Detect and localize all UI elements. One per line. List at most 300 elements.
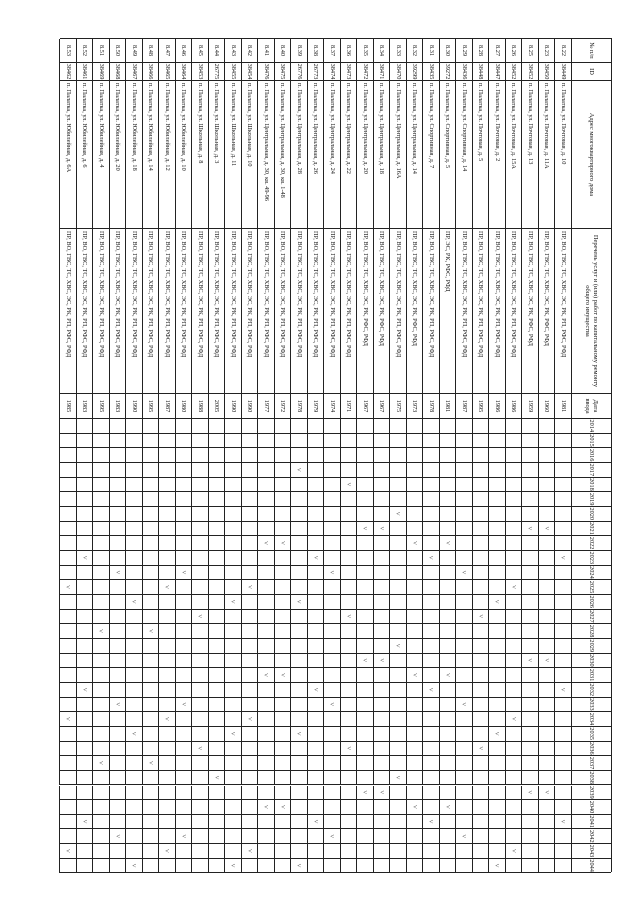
year-cell bbox=[225, 478, 242, 493]
row-number: 8.34 bbox=[373, 39, 390, 63]
year-cell bbox=[258, 610, 275, 625]
year-cell bbox=[439, 859, 456, 874]
year-cell bbox=[192, 492, 209, 507]
year-cell bbox=[307, 434, 324, 449]
year-cell bbox=[241, 610, 258, 625]
row-date: 1981 bbox=[439, 394, 456, 419]
year-cell bbox=[324, 536, 341, 551]
year-cell bbox=[142, 786, 159, 801]
year-cell bbox=[357, 756, 374, 771]
year-mark: ˅ bbox=[291, 595, 308, 610]
year-cell bbox=[522, 727, 539, 742]
row-services: ПР, ВО, ГВС, ТС, ХВС, ЭС, РК, РФС, РФД bbox=[522, 229, 539, 394]
year-cell bbox=[175, 639, 192, 654]
year-cell bbox=[60, 434, 77, 449]
year-cell bbox=[192, 580, 209, 595]
year-cell bbox=[307, 668, 324, 683]
year-cell bbox=[307, 654, 324, 669]
year-cell bbox=[522, 829, 539, 844]
header-year-2014: 2014 bbox=[571, 419, 611, 434]
year-cell bbox=[538, 492, 555, 507]
year-cell bbox=[538, 478, 555, 493]
year-cell bbox=[340, 844, 357, 859]
year-cell bbox=[489, 668, 506, 683]
year-mark: ˅ bbox=[159, 712, 176, 727]
year-cell bbox=[423, 844, 440, 859]
row-id: 38473 bbox=[340, 63, 357, 81]
year-cell bbox=[390, 756, 407, 771]
row-date: 1990 bbox=[241, 394, 258, 419]
year-mark: ˅ bbox=[406, 668, 423, 683]
row-id: 38450 bbox=[538, 63, 555, 81]
year-cell bbox=[324, 463, 341, 478]
year-cell bbox=[307, 756, 324, 771]
year-cell bbox=[357, 829, 374, 844]
year-cell bbox=[93, 815, 110, 830]
year-cell bbox=[274, 595, 291, 610]
year-cell bbox=[522, 448, 539, 463]
row-date: 1977 bbox=[258, 394, 275, 419]
year-cell bbox=[406, 624, 423, 639]
year-cell bbox=[291, 419, 308, 434]
year-cell bbox=[324, 654, 341, 669]
year-cell bbox=[307, 786, 324, 801]
year-cell bbox=[456, 800, 473, 815]
row-services: ПР, ВО, ГВС, ТС, ХВС, ЭС, РК, РП, РФС, РФД bbox=[324, 229, 341, 394]
year-mark: ˅ bbox=[373, 654, 390, 669]
year-cell bbox=[522, 551, 539, 566]
year-cell bbox=[192, 624, 209, 639]
year-cell bbox=[307, 859, 324, 874]
year-mark: ˅ bbox=[489, 859, 506, 874]
year-cell bbox=[208, 624, 225, 639]
year-cell bbox=[175, 654, 192, 669]
row-address: п. Палатка, ул. Юбилейная, д. 4 bbox=[93, 81, 110, 229]
row-number: 8.38 bbox=[307, 39, 324, 63]
year-cell bbox=[555, 492, 572, 507]
year-cell bbox=[76, 492, 93, 507]
year-cell bbox=[439, 639, 456, 654]
row-date: 1973 bbox=[406, 394, 423, 419]
year-cell bbox=[93, 683, 110, 698]
year-cell bbox=[522, 756, 539, 771]
year-cell bbox=[208, 683, 225, 698]
year-cell bbox=[439, 507, 456, 522]
year-cell bbox=[390, 492, 407, 507]
year-cell bbox=[258, 434, 275, 449]
year-cell bbox=[423, 507, 440, 522]
year-cell bbox=[159, 756, 176, 771]
year-cell bbox=[489, 448, 506, 463]
year-cell bbox=[192, 654, 209, 669]
year-cell bbox=[472, 698, 489, 713]
year-cell bbox=[373, 507, 390, 522]
row-services: ПР, ВО, ГВС, ТС, ХВС, ЭС, РК, РП, РФС, РФД bbox=[109, 229, 126, 394]
year-cell bbox=[390, 624, 407, 639]
year-cell bbox=[208, 654, 225, 669]
header-year-2041: 2041 bbox=[571, 815, 611, 830]
year-cell bbox=[472, 756, 489, 771]
year-cell bbox=[159, 419, 176, 434]
year-cell bbox=[76, 771, 93, 786]
year-cell bbox=[291, 844, 308, 859]
year-cell bbox=[274, 859, 291, 874]
year-cell bbox=[109, 668, 126, 683]
year-cell bbox=[373, 829, 390, 844]
year-cell bbox=[274, 580, 291, 595]
year-cell bbox=[456, 639, 473, 654]
year-cell bbox=[324, 859, 341, 874]
year-cell bbox=[456, 419, 473, 434]
year-cell bbox=[142, 434, 159, 449]
year-cell bbox=[522, 698, 539, 713]
year-mark: ˅ bbox=[406, 536, 423, 551]
year-cell bbox=[225, 507, 242, 522]
year-cell bbox=[472, 566, 489, 581]
year-mark: ˅ bbox=[555, 551, 572, 566]
year-cell bbox=[406, 771, 423, 786]
year-cell bbox=[274, 639, 291, 654]
year-cell bbox=[76, 419, 93, 434]
year-cell bbox=[423, 492, 440, 507]
year-cell bbox=[93, 800, 110, 815]
year-cell bbox=[538, 859, 555, 874]
year-mark: ˅ bbox=[324, 698, 341, 713]
year-cell bbox=[93, 786, 110, 801]
year-mark: ˅ bbox=[373, 786, 390, 801]
header-id: ID bbox=[571, 63, 611, 81]
year-cell bbox=[175, 727, 192, 742]
row-number: 8.26 bbox=[505, 39, 522, 63]
year-cell bbox=[538, 639, 555, 654]
year-cell bbox=[439, 551, 456, 566]
year-cell bbox=[241, 551, 258, 566]
year-cell bbox=[258, 463, 275, 478]
year-cell bbox=[340, 727, 357, 742]
year-cell bbox=[439, 492, 456, 507]
year-mark: ˅ bbox=[109, 698, 126, 713]
row-services: ПР, ВО, ГВС, ТС, ХВС, ЭС, РК, РП, РФС, РФД bbox=[307, 229, 324, 394]
year-cell bbox=[373, 698, 390, 713]
year-cell bbox=[538, 844, 555, 859]
year-cell bbox=[522, 536, 539, 551]
row-address: п. Палатка, ул. Почтовая, д. 13 bbox=[522, 81, 539, 229]
year-cell bbox=[126, 419, 143, 434]
year-cell bbox=[406, 492, 423, 507]
year-cell bbox=[142, 668, 159, 683]
year-mark: ˅ bbox=[340, 742, 357, 757]
year-mark: ˅ bbox=[340, 478, 357, 493]
year-cell bbox=[324, 551, 341, 566]
year-cell bbox=[522, 668, 539, 683]
year-cell bbox=[307, 522, 324, 537]
year-cell bbox=[357, 844, 374, 859]
year-cell bbox=[192, 668, 209, 683]
year-cell bbox=[423, 580, 440, 595]
row-services: ПР, ВО, ГВС, ТС, ХВС, ЭС, РК, РП, РФС, РФД bbox=[291, 229, 308, 394]
row-date: 1980 bbox=[175, 394, 192, 419]
row-services: ПР, ВО, ГВС, ТС, ХВС, ЭС, РК, РП, РФС, РФД bbox=[76, 229, 93, 394]
year-cell bbox=[340, 815, 357, 830]
year-mark: ˅ bbox=[258, 536, 275, 551]
row-number: 8.29 bbox=[456, 39, 473, 63]
year-mark: ˅ bbox=[439, 668, 456, 683]
row-address: п. Палатка, ул. Юбилейная, д. 6 bbox=[76, 81, 93, 229]
year-cell bbox=[93, 859, 110, 874]
year-cell bbox=[307, 712, 324, 727]
year-cell bbox=[357, 580, 374, 595]
year-cell bbox=[208, 478, 225, 493]
year-cell bbox=[307, 536, 324, 551]
year-cell bbox=[406, 742, 423, 757]
year-cell bbox=[142, 551, 159, 566]
year-cell bbox=[472, 639, 489, 654]
year-cell bbox=[489, 742, 506, 757]
row-number: 8.35 bbox=[357, 39, 374, 63]
year-cell bbox=[555, 712, 572, 727]
year-cell bbox=[472, 829, 489, 844]
year-cell bbox=[60, 727, 77, 742]
year-cell bbox=[159, 448, 176, 463]
row-date: 1995 bbox=[142, 394, 159, 419]
year-cell bbox=[93, 742, 110, 757]
row-id: 38468 bbox=[109, 63, 126, 81]
year-cell bbox=[555, 756, 572, 771]
year-cell bbox=[522, 683, 539, 698]
row-address: п. Палатка, ул. Юбилейная, д. 20 bbox=[109, 81, 126, 229]
year-cell bbox=[225, 566, 242, 581]
year-cell bbox=[93, 463, 110, 478]
row-date: 1985 bbox=[60, 394, 77, 419]
year-cell bbox=[192, 844, 209, 859]
row-id: 38474 bbox=[324, 63, 341, 81]
year-cell bbox=[472, 507, 489, 522]
row-address: п. Палатка, ул. Центральная, д. 18 bbox=[373, 81, 390, 229]
year-cell bbox=[274, 434, 291, 449]
year-cell bbox=[76, 800, 93, 815]
year-cell bbox=[456, 668, 473, 683]
year-cell bbox=[456, 683, 473, 698]
year-cell bbox=[538, 595, 555, 610]
year-cell bbox=[225, 492, 242, 507]
year-cell bbox=[406, 448, 423, 463]
row-number: 8.50 bbox=[109, 39, 126, 63]
year-cell bbox=[340, 712, 357, 727]
year-cell bbox=[241, 507, 258, 522]
year-cell bbox=[142, 448, 159, 463]
year-cell bbox=[225, 522, 242, 537]
year-cell bbox=[76, 536, 93, 551]
year-cell bbox=[126, 507, 143, 522]
year-cell bbox=[291, 712, 308, 727]
row-id: 38464 bbox=[175, 63, 192, 81]
year-cell bbox=[555, 639, 572, 654]
year-cell bbox=[373, 683, 390, 698]
year-cell bbox=[291, 610, 308, 625]
year-mark: ˅ bbox=[142, 756, 159, 771]
year-cell bbox=[76, 507, 93, 522]
year-mark: ˅ bbox=[76, 551, 93, 566]
year-cell bbox=[522, 639, 539, 654]
year-cell bbox=[373, 624, 390, 639]
year-cell bbox=[291, 756, 308, 771]
year-cell bbox=[340, 595, 357, 610]
year-cell bbox=[126, 815, 143, 830]
year-cell bbox=[126, 448, 143, 463]
year-cell bbox=[373, 771, 390, 786]
year-cell bbox=[60, 507, 77, 522]
year-cell bbox=[357, 551, 374, 566]
year-cell bbox=[76, 522, 93, 537]
year-cell bbox=[505, 434, 522, 449]
year-cell bbox=[109, 492, 126, 507]
year-cell bbox=[159, 610, 176, 625]
year-cell bbox=[126, 829, 143, 844]
year-cell bbox=[390, 727, 407, 742]
year-cell bbox=[439, 624, 456, 639]
year-cell bbox=[373, 610, 390, 625]
year-cell bbox=[357, 492, 374, 507]
year-cell bbox=[291, 668, 308, 683]
year-cell bbox=[142, 829, 159, 844]
year-cell bbox=[456, 859, 473, 874]
row-services: ПР, ВО, ГВС, ТС, ХВС, ЭС, РК, РП, РФС, РФД bbox=[93, 229, 110, 394]
year-cell bbox=[324, 507, 341, 522]
year-cell bbox=[472, 595, 489, 610]
row-address: п. Палатка, ул. Почтовая, д. 2 bbox=[489, 81, 506, 229]
year-cell bbox=[76, 712, 93, 727]
year-cell bbox=[340, 507, 357, 522]
year-cell bbox=[324, 419, 341, 434]
year-cell bbox=[373, 595, 390, 610]
year-cell bbox=[208, 756, 225, 771]
year-cell bbox=[60, 786, 77, 801]
year-cell bbox=[307, 639, 324, 654]
year-cell bbox=[109, 610, 126, 625]
year-cell bbox=[76, 624, 93, 639]
year-cell bbox=[357, 624, 374, 639]
year-cell bbox=[307, 507, 324, 522]
year-cell bbox=[489, 507, 506, 522]
row-date: 1959 bbox=[522, 394, 539, 419]
year-cell bbox=[175, 786, 192, 801]
year-cell bbox=[439, 771, 456, 786]
year-cell bbox=[126, 566, 143, 581]
year-cell bbox=[307, 800, 324, 815]
year-mark: ˅ bbox=[324, 829, 341, 844]
row-address: п. Палатка, ул. Спортивная, д. 14 bbox=[456, 81, 473, 229]
year-cell bbox=[555, 727, 572, 742]
year-cell bbox=[208, 829, 225, 844]
year-mark: ˅ bbox=[60, 712, 77, 727]
year-cell bbox=[324, 815, 341, 830]
year-cell bbox=[291, 786, 308, 801]
year-cell bbox=[538, 448, 555, 463]
row-services: ПР, ЭС, РК, РФС, РФД bbox=[439, 229, 456, 394]
year-cell bbox=[258, 507, 275, 522]
year-cell bbox=[142, 742, 159, 757]
row-number: 8.22 bbox=[555, 39, 572, 63]
year-cell bbox=[423, 434, 440, 449]
year-cell bbox=[274, 448, 291, 463]
year-cell bbox=[142, 463, 159, 478]
year-cell bbox=[192, 595, 209, 610]
year-cell bbox=[258, 580, 275, 595]
year-cell bbox=[241, 419, 258, 434]
year-cell bbox=[489, 654, 506, 669]
year-cell bbox=[340, 492, 357, 507]
year-cell bbox=[555, 419, 572, 434]
year-cell bbox=[505, 595, 522, 610]
year-mark: ˅ bbox=[472, 742, 489, 757]
year-mark: ˅ bbox=[241, 580, 258, 595]
year-cell bbox=[208, 639, 225, 654]
row-address: п. Палатка, ул. Юбилейная, д. 18 bbox=[126, 81, 143, 229]
year-cell bbox=[142, 727, 159, 742]
year-cell bbox=[522, 800, 539, 815]
year-cell bbox=[142, 698, 159, 713]
year-cell bbox=[357, 698, 374, 713]
year-cell bbox=[555, 463, 572, 478]
year-cell bbox=[324, 492, 341, 507]
year-cell bbox=[489, 698, 506, 713]
year-cell bbox=[93, 536, 110, 551]
year-cell bbox=[505, 756, 522, 771]
year-cell bbox=[225, 580, 242, 595]
year-mark: ˅ bbox=[93, 756, 110, 771]
year-cell bbox=[357, 683, 374, 698]
row-services: ПР, ВО, ГВС, ТС, ХВС, ЭС, РК, РП, РФС, РФД bbox=[241, 229, 258, 394]
row-number: 8.37 bbox=[324, 39, 341, 63]
year-cell bbox=[423, 859, 440, 874]
year-cell bbox=[522, 507, 539, 522]
row-number: 8.42 bbox=[241, 39, 258, 63]
year-cell bbox=[307, 492, 324, 507]
year-cell bbox=[225, 419, 242, 434]
year-cell bbox=[126, 536, 143, 551]
year-cell bbox=[439, 478, 456, 493]
year-mark: ˅ bbox=[274, 668, 291, 683]
year-cell bbox=[489, 800, 506, 815]
year-cell bbox=[208, 727, 225, 742]
year-cell bbox=[159, 566, 176, 581]
row-date: 1975 bbox=[390, 394, 407, 419]
year-cell bbox=[307, 844, 324, 859]
row-services: ПР, ВО, ГВС, ТС, ХВС, ЭС, РК, РФС, РФД bbox=[373, 229, 390, 394]
year-cell bbox=[159, 434, 176, 449]
year-mark: ˅ bbox=[538, 654, 555, 669]
year-cell bbox=[241, 595, 258, 610]
header-year-2038: 2038 bbox=[571, 771, 611, 786]
year-cell bbox=[373, 756, 390, 771]
year-cell bbox=[456, 463, 473, 478]
year-cell bbox=[340, 463, 357, 478]
year-cell bbox=[192, 859, 209, 874]
year-cell bbox=[291, 771, 308, 786]
year-cell bbox=[340, 654, 357, 669]
year-cell bbox=[175, 756, 192, 771]
year-cell bbox=[76, 698, 93, 713]
year-cell bbox=[208, 815, 225, 830]
year-mark: ˅ bbox=[456, 566, 473, 581]
header-year-2020: 2020 bbox=[571, 507, 611, 522]
year-cell bbox=[357, 610, 374, 625]
year-cell bbox=[175, 771, 192, 786]
year-cell bbox=[390, 566, 407, 581]
year-cell bbox=[522, 434, 539, 449]
year-cell bbox=[291, 698, 308, 713]
year-mark: ˅ bbox=[175, 566, 192, 581]
